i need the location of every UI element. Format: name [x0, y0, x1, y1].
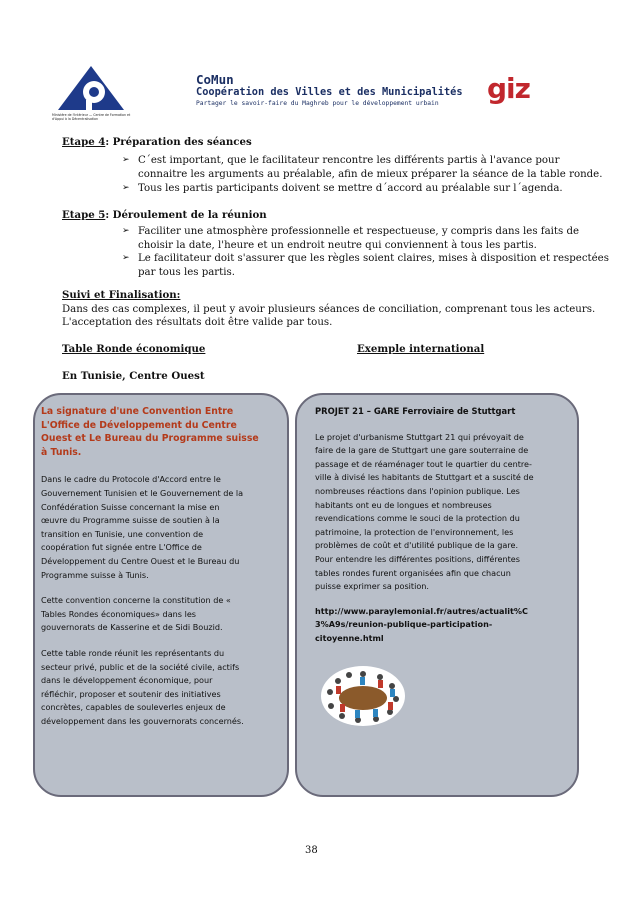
etape5-label: Etape 5 [62, 209, 106, 221]
etape4-bullet-1 [138, 154, 602, 181]
para-line: transition en Tunisie, une convention de [41, 528, 204, 539]
stuttgart-paragraph [315, 431, 561, 594]
para-line: tables rondes furent organisées afin que chacun [315, 567, 511, 578]
stuttgart-title: PROJET 21 – GARE Ferroviaire de Stuttgart [315, 406, 516, 416]
giz-logo: giz [487, 72, 530, 105]
case-title [41, 405, 268, 459]
etape4-bullet-2 [138, 182, 563, 196]
para-line: Gouvernement Tunisien et le Gouvernement de la [41, 487, 244, 498]
arrow-bullet-icon: ➢ [122, 226, 130, 236]
para-line: coopération fut signée entre L'Office de [41, 542, 202, 553]
etape4-title: : Préparation des séances [105, 136, 252, 148]
para-line: nombreuses réactions dans l'opinion publique. Les [315, 485, 520, 496]
round-table-illustration [318, 664, 408, 728]
para-line: Programme suisse à Tunis. [41, 569, 149, 580]
case-paragraph-2 [41, 594, 268, 635]
bullet-line: Le facilitateur doit s'assurer que les règles soient claires, mises à disposition et respectées [138, 253, 609, 264]
exemple-international-label: Exemple international [357, 343, 485, 355]
link-line[interactable]: citoyenne.html [315, 632, 384, 643]
stuttgart-link[interactable] [315, 605, 561, 646]
suivi-line: L'acceptation des résultats doit être valide par tous. [62, 317, 333, 328]
etape5-bullet-2 [138, 252, 609, 279]
para-line: ville à divisé les habitants de Stuttgart et a suscité de [315, 472, 534, 483]
para-line: réfléchir, proposer et soutenir des initiatives [41, 688, 221, 699]
ministry-logo-caption: Ministère de l'Intérieur — Centre de Formation et d'Appui à la Décentralisation [52, 113, 131, 121]
etape5-heading [62, 209, 267, 223]
para-line: habitants ont eu de longues et nombreuses [315, 499, 492, 510]
etape5-title: : Déroulement de la réunion [105, 209, 267, 221]
bullet-line: C´est important, que le facilitateur rencontre les différents partis à l'avance pour [138, 155, 560, 166]
comun-title: CoMun [196, 72, 234, 87]
link-line[interactable]: 3%A9s/reunion-publique-participation- [315, 619, 493, 630]
para-line: revendications comme le souci de la protection du [315, 513, 520, 524]
title-line: L'Office de Développement du Centre [41, 419, 237, 431]
para-line: Pour entendre les différentes positions, différentes [315, 553, 520, 564]
para-line: patrimoine, la protection de l'environnement, les [315, 526, 514, 537]
comun-tagline: Partager le savoir-faire du Maghreb pour le développement urbain [196, 100, 439, 107]
title-line: à Tunis. [41, 446, 82, 458]
case-paragraph-3 [41, 647, 268, 729]
etape4-heading [62, 136, 252, 150]
para-line: passage et de réaménager tout le quartier du centre- [315, 458, 532, 469]
title-line: Ouest et Le Bureau du Programme suisse [41, 433, 259, 445]
para-line: développement dans les gouvernorats concernés. [41, 715, 244, 726]
para-line: Dans le cadre du Protocole d'Accord entre le [41, 474, 221, 485]
para-line: concrètes, capables de souleverles enjeux de [41, 702, 226, 713]
para-line: gouvernorats de Kasserine et de Sidi Bouzid. [41, 622, 223, 633]
etape4-label: Etape 4 [62, 136, 106, 148]
para-line: Développement du Centre Ouest et le Bureau du [41, 555, 240, 566]
link-line[interactable]: http://www.paraylemonial.fr/autres/actualit%C [315, 605, 528, 616]
suivi-line: Dans des cas complexes, il peut y avoir plusieurs séances de conciliation, comprenant tous les acteurs. [62, 303, 596, 315]
para-line: secteur privé, public et de la société civile, actifs [41, 661, 240, 672]
para-line: Cette table ronde réunit les représentants du [41, 647, 225, 658]
etape5-bullet-1 [138, 225, 579, 252]
bullet-line: Tous les partis participants doivent se mettre d´accord au préalable sur l´agenda. [138, 183, 563, 194]
para-line: faire de la gare de Stuttgart une gare souterraine de [315, 445, 529, 456]
title-line: La signature d'une Convention Entre [41, 406, 234, 417]
bullet-line: par tous les partis. [138, 266, 235, 278]
arrow-bullet-icon: ➢ [122, 183, 130, 193]
tunisie-label: En Tunisie, Centre Ouest [62, 370, 205, 382]
suivi-label: Suivi et Finalisation: [62, 289, 181, 301]
bullet-line: Faciliter une atmosphère professionnelle et respectueuse, y compris dans les faits de [138, 226, 580, 237]
arrow-bullet-icon: ➢ [122, 155, 130, 165]
arrow-bullet-icon: ➢ [122, 253, 130, 263]
suivi-section [62, 289, 595, 330]
para-line: puisse exprimer sa position. [315, 581, 429, 592]
stuttgart-example-content [315, 405, 561, 646]
para-line: dans le développement économique, pour [41, 675, 213, 686]
tunisie-case-content [41, 405, 268, 728]
page-number: 38 [305, 845, 318, 856]
para-line: œuvre du Programme suisse de soutien à la [41, 515, 220, 526]
para-line: Tables Rondes économiques» dans les [41, 608, 197, 619]
para-line: Le projet d'urbanisme Stuttgart 21 qui prévoyait de [315, 431, 524, 442]
bullet-line: choisir la date, l'heure et un endroit neutre qui conviennent à tous les partis. [138, 239, 537, 251]
para-line: Confédération Suisse concernant la mise en [41, 501, 220, 512]
bullet-line: connaitre les arguments au préalable, afin de mieux préparer la séance de la table ronde. [138, 168, 603, 180]
para-line: Cette convention concerne la constitution de « [41, 595, 231, 606]
para-line: problèmes de coût et d'utilité publique de la gare. [315, 540, 519, 551]
table-ronde-label: Table Ronde économique [62, 343, 206, 355]
comun-subtitle: Coopération des Villes et des Municipalités [196, 86, 463, 98]
case-paragraph-1 [41, 473, 268, 582]
